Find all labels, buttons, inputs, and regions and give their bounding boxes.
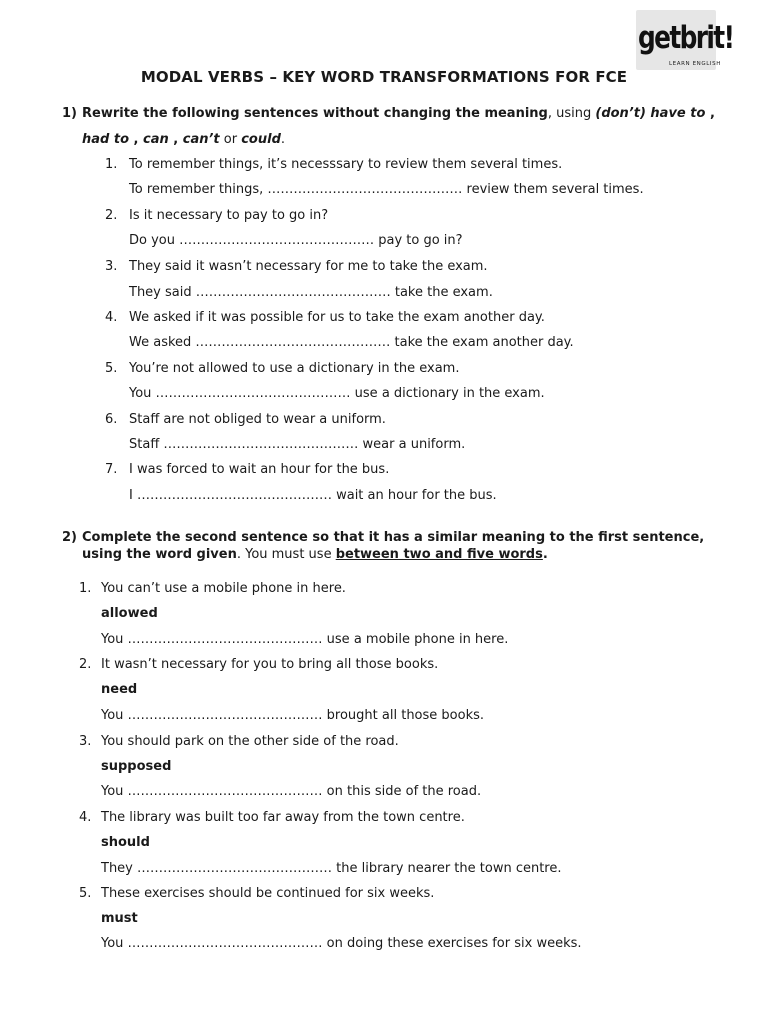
s2-sentence: It wasn’t necessary for you to bring all those books. <box>101 657 439 672</box>
s1-sentence: We asked if it was possible for us to take the exam another day. <box>129 310 545 325</box>
instr-text: using the word given <box>82 547 237 562</box>
s1-answer-line[interactable]: Do you ……………………………………… pay to go in? <box>129 233 463 248</box>
s1-item-number: 4. <box>105 310 118 325</box>
s1-item-number: 1. <box>105 157 118 172</box>
section1-instruction-line2 <box>82 132 285 147</box>
brand-logo <box>636 10 734 70</box>
s2-sentence: These exercises should be continued for six weeks. <box>101 886 435 901</box>
s1-answer-line[interactable]: Staff ……………………………………… wear a uniform. <box>129 437 466 452</box>
instr-keyword: had to <box>82 132 130 147</box>
s2-keyword: should <box>101 835 150 850</box>
instr-text: , <box>705 106 715 121</box>
s1-answer-line[interactable]: To remember things, ……………………………………… review them several times. <box>129 182 644 197</box>
instr-text: Rewrite the following sentences without changing the meaning <box>82 106 548 121</box>
s2-item-number: 1. <box>79 581 92 596</box>
instr-keyword: (don’t) have to <box>595 106 706 121</box>
s1-sentence: You’re not allowed to use a dictionary in the exam. <box>129 361 460 376</box>
instr-text: , using <box>547 106 596 121</box>
s2-keyword: must <box>101 911 138 926</box>
instr-text: . You must use <box>236 547 336 562</box>
instr-text: , <box>168 132 183 147</box>
s1-sentence: To remember things, it’s necesssary to review them several times. <box>129 157 563 172</box>
s2-answer-line[interactable]: You ……………………………………… on this side of the road. <box>101 784 482 799</box>
s2-answer-line[interactable]: You ……………………………………… on doing these exercises for six weeks. <box>101 936 582 951</box>
section2-instruction-line1: Complete the second sentence so that it has a similar meaning to the first sentence, <box>82 530 705 545</box>
s2-item-number: 5. <box>79 886 92 901</box>
logo-wordmark: getbrit! <box>638 20 734 56</box>
instr-text: . <box>280 132 286 147</box>
s1-sentence: They said it wasn’t necessary for me to take the exam. <box>129 259 488 274</box>
s1-item-number: 2. <box>105 208 118 223</box>
s1-sentence: Is it necessary to pay to go in? <box>129 208 329 223</box>
section2-instruction-line2 <box>82 547 548 562</box>
s1-answer-line[interactable]: They said ……………………………………… take the exam. <box>129 285 493 300</box>
s1-sentence: Staff are not obliged to wear a uniform. <box>129 412 386 427</box>
s2-keyword: need <box>101 682 138 697</box>
s2-item-number: 2. <box>79 657 92 672</box>
section1-number: 1) <box>62 106 77 121</box>
section1-instruction <box>62 106 715 121</box>
s2-sentence: The library was built too far away from the town centre. <box>101 810 465 825</box>
page-title: MODAL VERBS – KEY WORD TRANSFORMATIONS FOR FCE <box>140 68 628 86</box>
s2-sentence: You should park on the other side of the road. <box>101 734 399 749</box>
section2-number: 2) <box>62 530 77 545</box>
s2-sentence: You can’t use a mobile phone in here. <box>101 581 346 596</box>
s1-item-number: 6. <box>105 412 118 427</box>
section2-instruction <box>62 530 705 545</box>
s2-keyword: supposed <box>101 759 172 774</box>
s1-item-number: 3. <box>105 259 118 274</box>
s1-answer-line[interactable]: I ……………………………………… wait an hour for the bus. <box>129 488 497 503</box>
logo-tagline: LEARN ENGLISH <box>669 61 721 67</box>
instr-emphasis: between two and five words <box>335 547 543 562</box>
s2-item-number: 3. <box>79 734 92 749</box>
s1-item-number: 5. <box>105 361 118 376</box>
instr-keyword: could <box>241 132 281 147</box>
s2-item-number: 4. <box>79 810 92 825</box>
s1-answer-line[interactable]: We asked ……………………………………… take the exam another day. <box>129 335 574 350</box>
s1-sentence: I was forced to wait an hour for the bus. <box>129 462 390 477</box>
instr-keyword: can <box>143 132 169 147</box>
s2-answer-line[interactable]: You ……………………………………… use a mobile phone in here. <box>101 632 509 647</box>
section1-instruction-line1 <box>82 106 715 121</box>
s1-answer-line[interactable]: You ……………………………………… use a dictionary in the exam. <box>129 386 545 401</box>
instr-keyword: can’t <box>182 132 220 147</box>
s2-answer-line[interactable]: You ……………………………………… brought all those books. <box>101 708 485 723</box>
s2-answer-line[interactable]: They ……………………………………… the library nearer the town centre. <box>101 861 562 876</box>
s2-keyword: allowed <box>101 606 158 621</box>
instr-text: or <box>219 132 242 147</box>
instr-text: . <box>542 547 548 562</box>
s1-item-number: 7. <box>105 462 118 477</box>
instr-text: , <box>129 132 144 147</box>
